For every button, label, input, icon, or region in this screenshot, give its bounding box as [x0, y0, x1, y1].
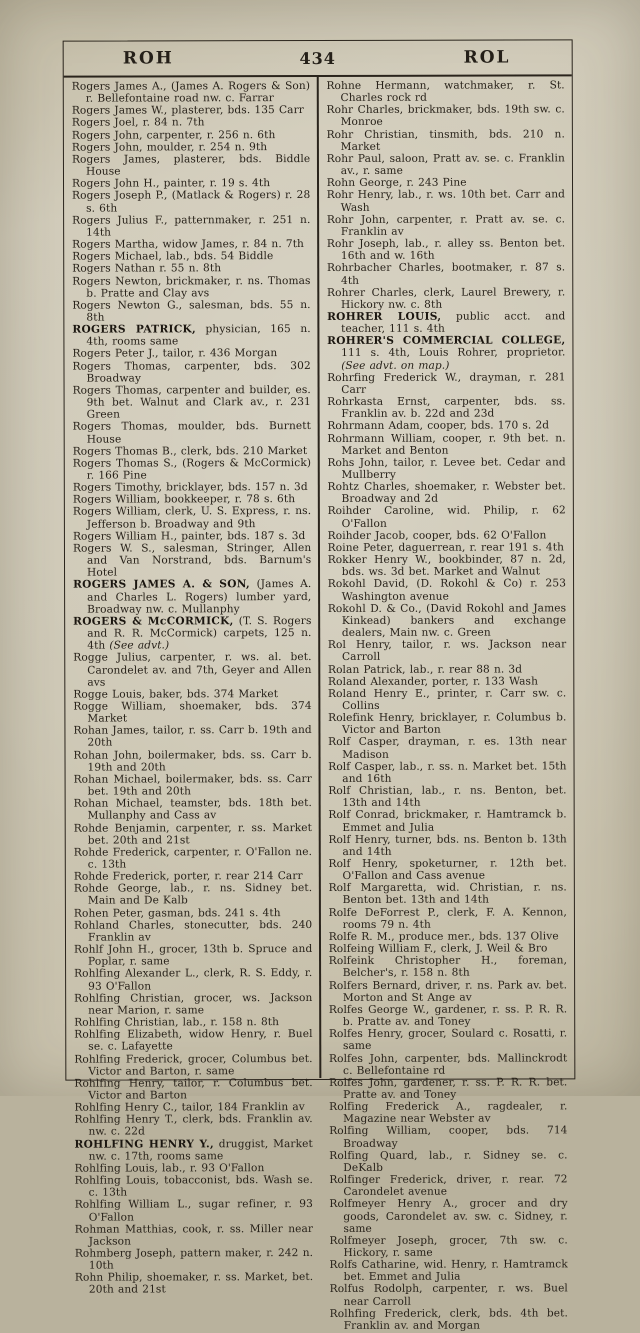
- directory-column-right: [318, 76, 574, 1332]
- directory-entry: Rohlfing Louis, tobacconist, bds. Wash se. c. 13th: [74, 1174, 313, 1199]
- directory-entry: Rogers Michael, lab., bds. 54 Biddle: [72, 250, 274, 263]
- directory-entry: Rohlfing Frederick, grocer, Columbus bet. Victor and Barton, r. same: [74, 1052, 313, 1078]
- directory-entry: Rolf Conrad, brickmaker, r. Hamtramck b. Emmet and Julia: [328, 808, 567, 834]
- directory-entry: Rolhfing Frederick, clerk, bds. 4th bet. Franklin av. and Morgan: [329, 1307, 569, 1332]
- directory-entry: Rohde George, lab., r. ns. Sidney bet. Main and De Kalb: [73, 882, 313, 908]
- directory-column-left: [64, 77, 320, 1297]
- directory-entry: Rolfe DeForrest P., clerk, F. A. Kennon, rooms 79 n. 4th: [328, 905, 567, 931]
- directory-entry: Rokker Henry W., bookbinder, 87 n. 2d, bds. ws. 3d bet. Market and Walnut: [327, 553, 567, 579]
- directory-entry: Rolfing William, cooper, bds. 714 Broadway: [329, 1124, 568, 1150]
- directory-entry: Rohlfing Alexander L., clerk, R. S. Eddy, r. 93 O'Fallon: [74, 967, 313, 993]
- directory-entry: Rohr Paul, saloon, Pratt av. se. c. Franklin av., r. same: [326, 152, 565, 178]
- directory-entry: Rohlfing Henry T., clerk, bds. Franklin av. nw. c. 22d: [74, 1113, 313, 1139]
- directory-entry: Rogers James A., (James A. Rogers & Son) r. Bellefontaine road nw. c. Farrar: [71, 80, 311, 105]
- directory-entry: Rogge Julius, carpenter, r. ws. al. bet. Carondelet av. and 7th, Geyer and Allen avs: [73, 651, 312, 689]
- directory-entry: Rohman Matthias, cook, r. ss. Miller near Jackson: [74, 1222, 314, 1248]
- directory-entry: Rogge William, shoemaker, bds. 374 Market: [73, 699, 312, 725]
- directory-entry: Rolfers Bernard, driver, r. ns. Park av. bet. Morton and St Ange av: [328, 978, 568, 1004]
- directory-entry: Rohn George, r. 243 Pine: [326, 176, 467, 190]
- directory-entry: Rohlfing Henry, tailor, r. Columbus bet. Victor and Barton: [74, 1076, 313, 1102]
- directory-entry: Rolf Henry, spoketurner, r. 12th bet. O'Fallon and Cass avenue: [328, 857, 567, 883]
- directory-entry: Rolfinger Frederick, driver, r. rear. 72 Carondelet avenue: [329, 1173, 568, 1199]
- directory-entry: Rohr John, carpenter, r. Pratt av. se. c. Franklin av: [326, 213, 566, 238]
- directory-entry: ROGERS & McCORMICK, (T. S. Rogers and R. R. McCormick) carpets, 125 n. 4th (See advt.): [73, 614, 312, 652]
- directory-entry: Rohan James, tailor, r. ss. Carr b. 19th and 20th: [73, 724, 312, 750]
- directory-entry: Rohlfing Louis, lab., r. 93 O'Fallon: [74, 1162, 265, 1175]
- directory-entry: Rolfmeyer Joseph, grocer, 7th sw. c. Hickory, r. same: [329, 1234, 568, 1259]
- directory-entry: Rolfeink Christopher H., foreman, Belcher's, r. 158 n. 8th: [328, 954, 568, 980]
- directory-entry: Rohrmann Adam, cooper, bds. 170 s. 2d: [327, 419, 550, 433]
- directory-entry: Rogers Nathan r. 55 n. 8th: [72, 262, 222, 275]
- directory-entry: Rohr Henry, lab., r. ws. 10th bet. Carr and Wash: [326, 188, 566, 214]
- directory-entry: Rolfes John, carpenter, bds. Mallinckrodt c. Bellefontaine rd: [328, 1051, 568, 1077]
- directory-entry: ROGERS PATRICK, physician, 165 n. 4th, rooms same: [72, 323, 311, 348]
- directory-columns: [64, 76, 575, 1332]
- directory-entry: Roland Alexander, porter, r. 133 Wash: [328, 675, 539, 688]
- directory-entry: Rohrkasta Ernst, carpenter, bds. ss. Franklin av. b. 22d and 23d: [327, 395, 566, 421]
- directory-entry: Rogers Newton, brickmaker, r. ns. Thomas b. Pratte and Clay avs: [72, 274, 311, 300]
- directory-entry: Rolfes John, gardener, r. ss. P. R. R. bet. Pratte av. and Toney: [329, 1076, 568, 1101]
- page-number: 434: [299, 48, 336, 68]
- directory-entry: Rogers William H., painter, bds. 187 s. 3d: [72, 529, 306, 543]
- directory-entry: Rogers Thomas, carpenter and builder, es. 9th bet. Walnut and Clark av., r. 231 Green: [72, 383, 311, 421]
- directory-entry: Rolfus Rodolph, carpenter, r. ws. Buel near Carroll: [329, 1282, 568, 1308]
- directory-entry: Rohs John, tailor, r. Levee bet. Cedar and Mullberry: [327, 456, 566, 481]
- directory-entry: Rolan Patrick, lab., r. rear 88 n. 3d: [327, 662, 523, 676]
- directory-entry: Rolfes George W., gardener, r. ss. P. R. R. b. Pratte av. and Toney: [328, 1003, 568, 1028]
- directory-entry: Rogers James W., plasterer, bds. 135 Carr: [71, 104, 304, 117]
- directory-entry: Rogge Louis, baker, bds. 374 Market: [73, 687, 279, 701]
- page-frame: [63, 39, 576, 1332]
- directory-entry: Rolf Casper, drayman, r. es. 13th near Madison: [328, 735, 567, 761]
- directory-entry: Rohrbacher Charles, bootmaker, r. 87 s. 4th: [326, 261, 566, 287]
- directory-entry: Rolf Henry, turner, bds. ns. Benton b. 13th and 14th: [328, 833, 567, 858]
- directory-entry: Rogers John, moulder, r. 254 n. 9th: [71, 140, 268, 154]
- directory-entry: Rogers Thomas B., clerk, bds. 210 Market: [72, 444, 308, 458]
- directory-entry: Rogers W. S., salesman, Stringer, Allen and Van Norstrand, bds. Barnum's Hotel: [72, 541, 312, 579]
- directory-entry: Roihder Caroline, wid. Philip, r. 62 O'Fallon: [327, 504, 566, 530]
- directory-entry: Rohlfing William L., sugar refiner, r. 93 O'Fallon: [74, 1198, 314, 1224]
- directory-entry: ROGERS JAMES A. & SON, (James A. and Charles L. Rogers) lumber yard, Broadway nw. c. Mullanphy: [73, 578, 312, 616]
- directory-entry: ROHRER LOUIS, public acct. and teacher, 111 s. 4th: [327, 310, 566, 336]
- directory-entry: Rolfing Frederick A., ragdealer, r. Magazine near Webster av: [329, 1100, 568, 1126]
- directory-entry: Rogers Martha, widow James, r. 84 n. 7th: [72, 238, 304, 251]
- directory-entry: Rolf Casper, lab., r. ss. n. Market bet. 15th and 16th: [328, 760, 567, 785]
- directory-entry: Rogers Joel, r. 84 n. 7th: [71, 116, 205, 130]
- directory-entry: Rohr Christian, tinsmith, bds. 210 n. Market: [326, 127, 565, 153]
- running-head-left: ROH: [122, 48, 174, 69]
- directory-entry: ROHRER'S COMMERCIAL COLLEGE, 111 s. 4th, Louis Rohrer, proprietor. (See advt. on map.): [327, 334, 566, 372]
- directory-entry: Rohan John, boilermaker, bds. ss. Carr b. 19th and 20th: [73, 748, 312, 774]
- directory-entry: Roine Peter, daguerrean, r. rear 191 s. 4th: [327, 541, 565, 554]
- directory-entry: Rogers William, bookkeeper, r. 78 s. 6th: [72, 493, 296, 506]
- directory-entry: Rohlfing Christian, grocer, ws. Jackson near Marion, r. same: [74, 991, 313, 1017]
- directory-entry: Rogers Thomas, moulder, bds. Burnett House: [72, 420, 311, 446]
- directory-entry: Rolfeing William F., clerk, J. Weil & Bro: [328, 942, 548, 956]
- directory-entry: Roihder Jacob, cooper, bds. 62 O'Fallon: [327, 529, 547, 542]
- running-head: [64, 40, 572, 77]
- directory-entry: Rogers Peter J., tailor, r. 436 Morgan: [72, 347, 278, 361]
- directory-entry: Rogers Timothy, bricklayer, bds. 157 n. 3d: [72, 481, 308, 494]
- directory-entry: Rogers Thomas, carpenter, bds. 302 Broadway: [72, 359, 311, 385]
- directory-entry: Rogers James, plasterer, bds. Biddle House: [71, 152, 311, 178]
- directory-entry: Rohde Frederick, carpenter, r. O'Fallon ne. c. 13th: [73, 845, 313, 871]
- directory-entry: Rogers Julius F., patternmaker, r. 251 n. 14th: [72, 213, 311, 239]
- directory-entry: Rohan Michael, boilermaker, bds. ss. Carr bet. 19th and 20th: [73, 772, 312, 798]
- directory-entry: Rohn Philip, shoemaker, r. ss. Market, bet. 20th and 21st: [74, 1271, 314, 1297]
- directory-entry: Rohrfing Frederick W., drayman, r. 281 Carr: [327, 371, 566, 396]
- directory-entry: Rohne Hermann, watchmaker, r. St. Charles rock rd: [326, 79, 565, 105]
- directory-entry: Rohtz Charles, shoemaker, r. Webster bet. Broadway and 2d: [327, 480, 566, 506]
- directory-entry: ROHLFING HENRY Y., druggist, Market nw. c. 17th, rooms same: [74, 1137, 313, 1163]
- directory-entry: Rogers Newton G., salesman, bds. 55 n. 8th: [72, 298, 311, 324]
- directory-entry: Rokohl David, (D. Rokohl & Co) r. 253 Washington avenue: [327, 577, 567, 603]
- directory-entry: Roland Henry E., printer, r. Carr sw. c. Collins: [328, 687, 567, 712]
- directory-entry: Rogers Joseph P., (Matlack & Rogers) r. 28 s. 6th: [72, 189, 311, 215]
- directory-entry: Rohlfing Henry C., tailor, 184 Franklin av: [74, 1101, 305, 1114]
- directory-entry: Rohr Joseph, lab., r. alley ss. Benton bet. 16th and w. 16th: [326, 237, 566, 263]
- directory-entry: Rohlfing Christian, lab., r. 158 n. 8th: [74, 1016, 280, 1029]
- directory-entry: Rolf Margaretta, wid. Christian, r. ns. Benton bet. 13th and 14th: [328, 881, 567, 907]
- directory-entry: Rogers Thomas S., (Rogers & McCormick) r. 166 Pine: [72, 456, 312, 482]
- directory-entry: Rolefink Henry, bricklayer, r. Columbus b. Victor and Barton: [328, 711, 567, 737]
- directory-entry: Rolfe R. M., produce mer., bds. 137 Olive: [328, 930, 559, 943]
- running-head-right: ROL: [463, 47, 511, 68]
- directory-entry: Rogers John H., painter, r. 19 s. 4th: [71, 177, 271, 190]
- directory-entry: Rohland Charles, stonecutter, bds. 240 Franklin av: [73, 918, 313, 944]
- directory-entry: Rol Henry, tailor, r. ws. Jackson near Carroll: [327, 638, 567, 664]
- directory-entry: Rogers John, carpenter, r. 256 n. 6th: [71, 128, 276, 142]
- directory-entry: Rolfing Quard, lab., r. Sidney se. c. DeKalb: [329, 1149, 568, 1174]
- directory-entry: Rolfmeyer Henry A., grocer and dry goods, Carondelet av. sw. c. Sidney, r. same: [329, 1197, 568, 1235]
- directory-entry: Rohrmann William, cooper, r. 9th bet. n. Market and Benton: [327, 431, 566, 457]
- directory-entry: Rolfes Henry, grocer, Soulard c. Rosatti, r. same: [328, 1027, 568, 1053]
- directory-entry: Rolfs Catharine, wid. Henry, r. Hamtramck bet. Emmet and Julia: [329, 1258, 568, 1284]
- directory-entry: Rohr Charles, brickmaker, bds. 19th sw. c. Monroe: [326, 103, 565, 129]
- directory-entry: Rolf Christian, lab., r. ns. Benton, bet. 13th and 14th: [328, 784, 567, 810]
- directory-entry: Rohde Benjamin, carpenter, r. ss. Market bet. 20th and 21st: [73, 821, 313, 847]
- directory-entry: Rohen Peter, gasman, bds. 241 s. 4th: [73, 906, 281, 920]
- directory-entry: Rohrer Charles, clerk, Laurel Brewery, r. Hickory nw. c. 8th: [326, 286, 566, 311]
- directory-entry: Rohlfing Elizabeth, widow Henry, r. Buel se. c. Lafayette: [74, 1028, 313, 1053]
- directory-entry: Rohlf John H., grocer, 13th b. Spruce and Poplar, r. same: [74, 943, 313, 968]
- directory-entry: Rohde Frederick, porter, r. rear 214 Carr: [73, 870, 303, 883]
- directory-entry: Rohan Michael, teamster, bds. 18th bet. Mullanphy and Cass av: [73, 797, 312, 822]
- directory-entry: Rogers William, clerk, U. S. Express, r. ns. Jefferson b. Broadway and 9th: [72, 505, 312, 531]
- directory-entry: Rokohl D. & Co., (David Rokohl and James Kinkead) bankers and exchange dealers, Main nw. c. Green: [327, 602, 567, 639]
- directory-entry: Rohmberg Joseph, pattern maker, r. 242 n. 10th: [74, 1247, 314, 1272]
